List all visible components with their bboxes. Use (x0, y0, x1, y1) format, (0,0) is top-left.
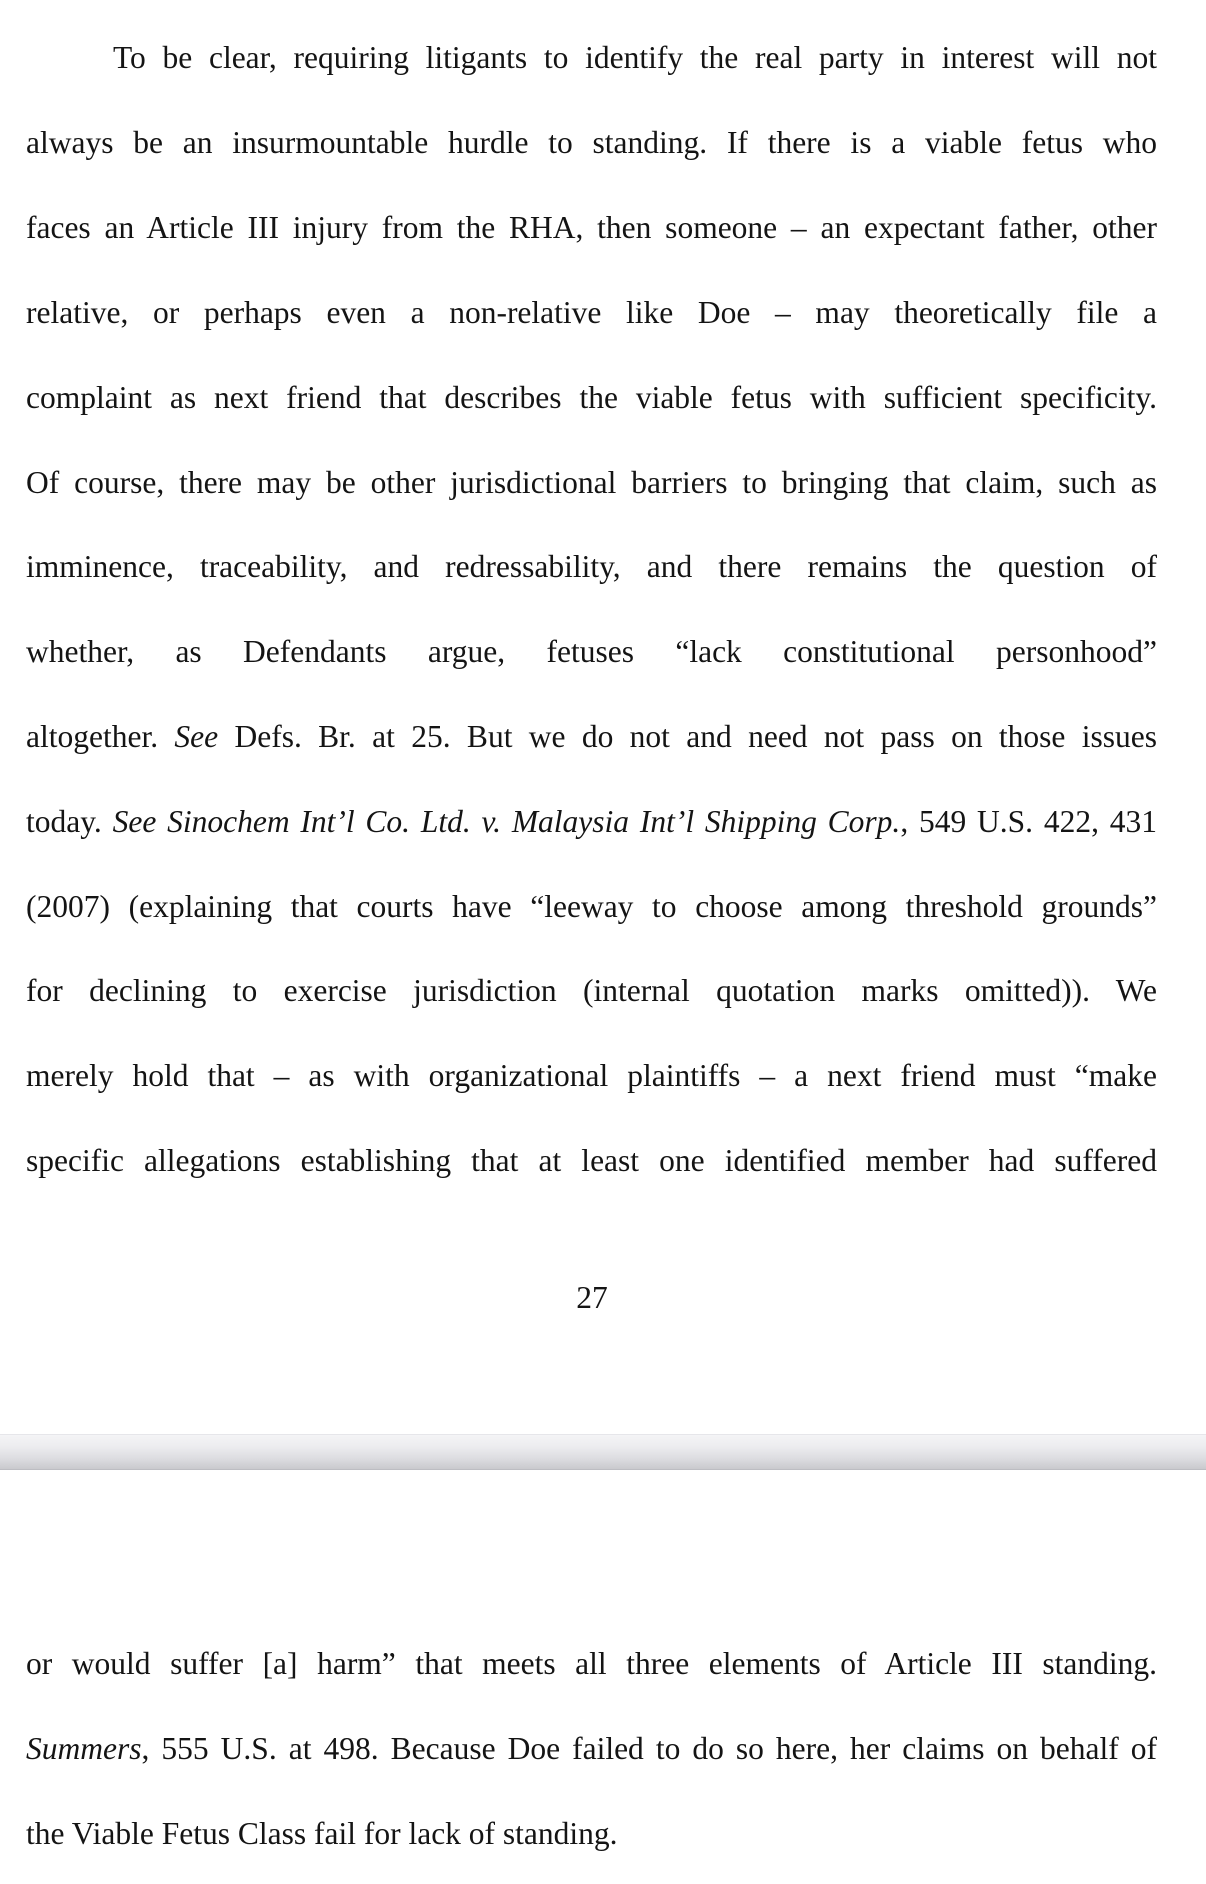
paragraph-line: specific allegations establishing that at least one identified member had suffered (26, 1143, 1157, 1178)
paragraph-line: whether, as Defendants argue, fetuses “lack constitutional personhood” (26, 634, 1157, 669)
paragraph-line: relative, or perhaps even a non-relative like Doe – may theoretically file a (26, 295, 1157, 330)
paragraph-line: merely hold that – as with organizational plaintiffs – a next friend must “make (26, 1058, 1157, 1093)
paragraph-line: Summers, 555 U.S. at 498. Because Doe failed to do so here, her claims on behalf of (26, 1731, 1157, 1766)
case-citation: See Sinochem Int’l Co. Ltd. v. Malaysia Int’l Shipping Corp. (112, 804, 901, 839)
paragraph-line: the Viable Fetus Class fail for lack of standing. (26, 1816, 618, 1851)
citation-signal: See (174, 719, 219, 754)
page-number: 27 (576, 1280, 608, 1315)
paragraph-line: today. See Sinochem Int’l Co. Ltd. v. Malaysia Int’l Shipping Corp., 549 U.S. 422, 431 (26, 804, 1157, 839)
page-divider (0, 1434, 1206, 1470)
paragraph-line: complaint as next friend that describes the viable fetus with sufficient specificity. (26, 380, 1157, 415)
paragraph-line: always be an insurmountable hurdle to standing. If there is a viable fetus who (26, 125, 1157, 160)
paragraph-line: for declining to exercise jurisdiction (internal quotation marks omitted)). We (26, 973, 1157, 1008)
case-citation: Summers (26, 1731, 142, 1766)
paragraph-line: faces an Article III injury from the RHA, then someone – an expectant father, other (26, 210, 1157, 245)
paragraph-line: or would suffer [a] harm” that meets all three elements of Article III standing. (26, 1646, 1157, 1681)
paragraph-line: (2007) (explaining that courts have “leeway to choose among threshold grounds” (26, 889, 1157, 924)
paragraph-line: To be clear, requiring litigants to identify the real party in interest will not (113, 40, 1157, 75)
paragraph-line: imminence, traceability, and redressability, and there remains the question of (26, 549, 1157, 584)
paragraph-line: Of course, there may be other jurisdictional barriers to bringing that claim, such as (26, 465, 1157, 500)
paragraph-line: altogether. See Defs. Br. at 25. But we do not and need not pass on those issues (26, 719, 1157, 754)
